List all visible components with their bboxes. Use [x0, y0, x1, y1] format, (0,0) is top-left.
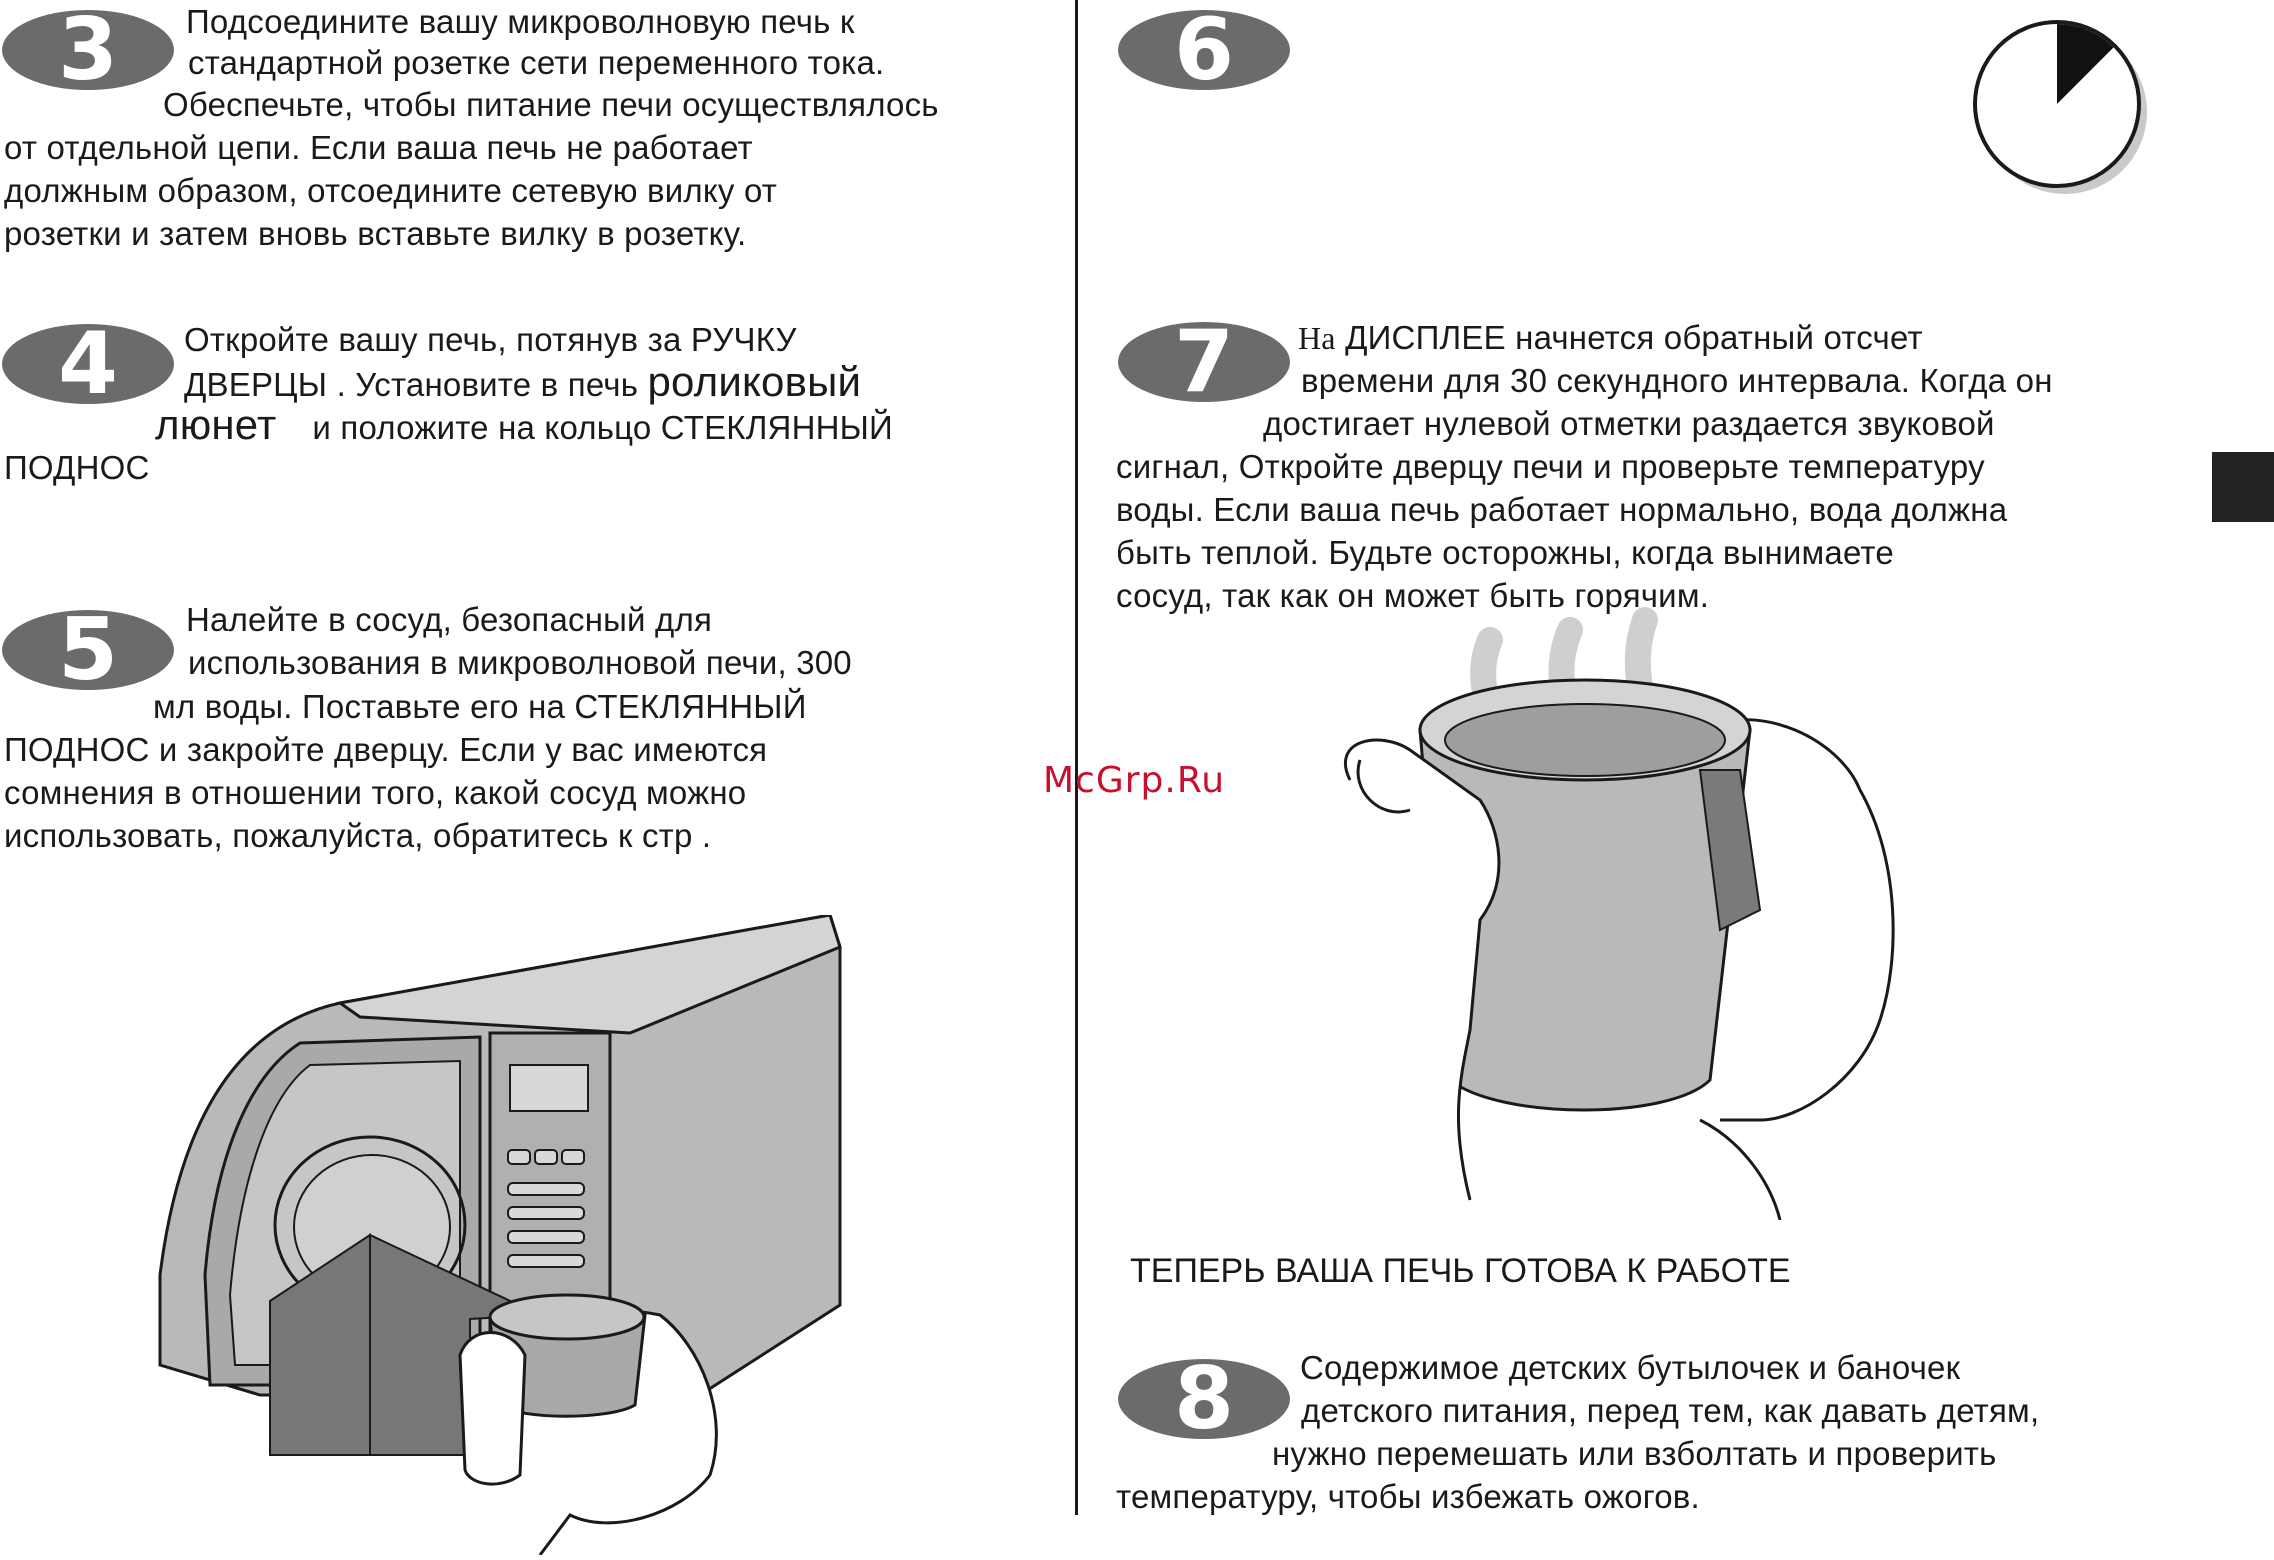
step-4-line-3 — [155, 403, 893, 449]
svg-text:5: 5 — [58, 608, 118, 692]
microwave-illustration — [140, 915, 860, 1560]
step-4-line-2 — [184, 360, 861, 406]
step-3-badge — [0, 8, 176, 92]
step-6-badge — [1116, 8, 1292, 92]
step-8-line-4: температуру, чтобы избежать ожогов. — [1116, 1478, 1700, 1515]
step-4-lunet: люнет — [155, 401, 277, 448]
step-7-line-2: времени для 30 секундного интервала. Когда он — [1301, 362, 2053, 399]
step-5-line-5: сомнения в отношении того, какой сосуд можно — [4, 774, 747, 811]
step-5-badge — [0, 608, 176, 692]
section-tab-marker — [2212, 452, 2274, 522]
svg-text:7: 7 — [1174, 320, 1234, 404]
step-7-line-1 — [1298, 316, 1923, 360]
svg-text:6: 6 — [1174, 8, 1234, 92]
step-7-line-6: быть теплой. Будьте осторожны, когда вынимаете — [1116, 534, 1894, 571]
step-7-na: На — [1298, 320, 1336, 356]
step-5-line-3: мл воды. Поставьте его на СТЕКЛЯННЫЙ — [153, 688, 807, 725]
step-3-line-1: Подсоедините вашу микроволновую печь к — [186, 3, 855, 40]
step-3-line-6: розетки и затем вновь вставьте вилку в розетку. — [4, 215, 747, 252]
step-4-badge — [0, 322, 176, 406]
svg-text:4: 4 — [58, 322, 118, 406]
step-5-volume: , 300 — [777, 644, 852, 681]
step-8-badge — [1116, 1357, 1292, 1441]
step-8-line-1: Содержимое детских бутылочек и баночек — [1300, 1349, 1961, 1386]
step-7-line-4: сигнал, Откройте дверцу печи и проверьте температуру — [1116, 448, 1985, 485]
step-5-line-2 — [188, 641, 852, 684]
step-4-line-2a: ДВЕРЦЫ . Установите в печь — [184, 366, 648, 403]
step-3-line-5: должным образом, отсоедините сетевую вилку от — [4, 172, 778, 209]
step-4-roller: роликовый — [647, 358, 862, 405]
step-8-line-2: детского питания, перед тем, как давать детям, — [1301, 1392, 2040, 1429]
ready-heading: ТЕПЕРЬ ВАША ПЕЧЬ ГОТОВА К РАБОТЕ — [1130, 1252, 1791, 1290]
step-7-line-1b: ДИСПЛЕЕ начнется обратный отсчет — [1335, 319, 1923, 356]
step-3-line-4: от отдельной цепи. Если ваша печь не работает — [4, 129, 753, 166]
column-divider — [1075, 0, 1078, 1515]
step-7-line-3: достигает нулевой отметки раздается звуковой — [1263, 405, 1995, 442]
watermark: McGrp.Ru — [1043, 760, 1226, 801]
step-7-badge — [1116, 320, 1292, 404]
step-5-line-2a: использования в микроволновой печи — [188, 644, 778, 681]
hot-cup-illustration — [1340, 560, 1920, 1225]
step-7-line-5: воды. Если ваша печь работает нормально, вода должна — [1116, 491, 2008, 528]
step-5-line-1: Налейте в сосуд, безопасный для — [186, 601, 713, 638]
step-5-line-6: использовать, пожалуйста, обратитесь к стр . — [4, 817, 712, 854]
timer-icon — [1965, 20, 2155, 205]
step-5-line-4: ПОДНОС и закройте дверцу. Если у вас имеются — [4, 731, 768, 768]
svg-text:3: 3 — [58, 8, 118, 92]
step-4-line-4: ПОДНОС — [4, 449, 150, 486]
step-3-line-2: стандартной розетке сети переменного тока. — [188, 44, 885, 81]
step-4-line-1: Откройте вашу печь, потянув за РУЧКУ — [184, 321, 797, 358]
step-7-line-7: сосуд, так как он может быть горячим. — [1116, 577, 1710, 614]
step-4-line-3b: и положите на кольцо СТЕКЛЯННЫЙ — [312, 409, 893, 446]
svg-text:8: 8 — [1174, 1357, 1234, 1441]
step-8-line-3: нужно перемешать или взболтать и проверить — [1272, 1435, 1997, 1472]
step-3-line-3: Обеспечьте, чтобы питание печи осуществлялось — [163, 86, 939, 123]
